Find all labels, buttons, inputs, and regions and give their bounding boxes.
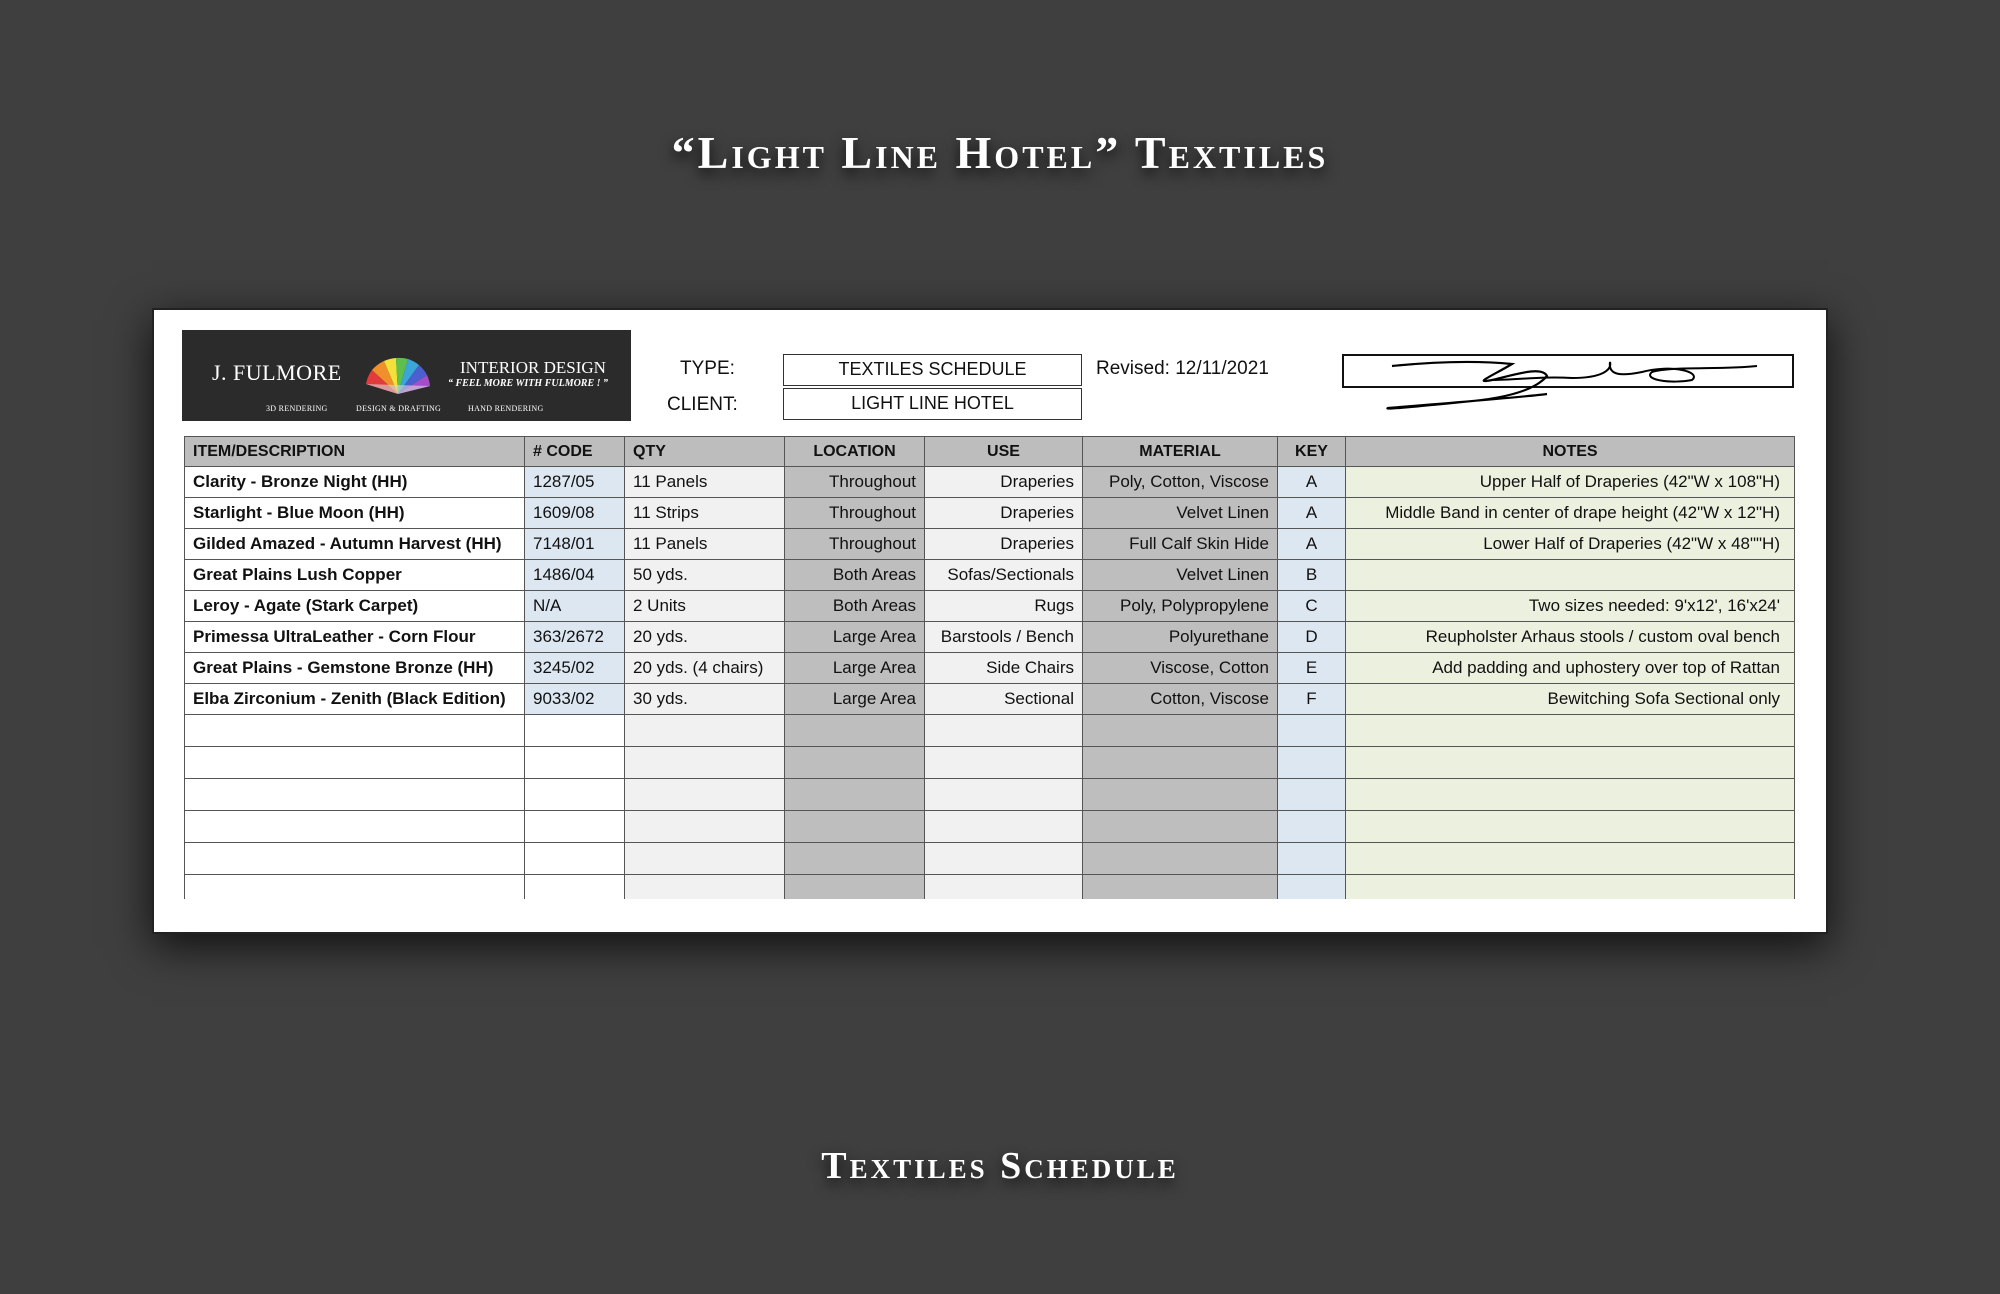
empty-cell-notes — [1346, 779, 1795, 811]
empty-cell-code — [525, 747, 625, 779]
cell-code: 3245/02 — [525, 653, 625, 684]
empty-cell-item — [185, 779, 525, 811]
empty-cell-qty — [625, 811, 785, 843]
empty-cell-notes — [1346, 715, 1795, 747]
cell-use: Sectional — [925, 684, 1083, 715]
cell-material: Velvet Linen — [1083, 498, 1278, 529]
cell-qty: 20 yds. — [625, 622, 785, 653]
logo-company-name: J. FULMORE — [212, 360, 342, 385]
color-fan-icon — [362, 354, 434, 396]
cell-material: Polyurethane — [1083, 622, 1278, 653]
empty-cell-use — [925, 779, 1083, 811]
empty-cell-material — [1083, 875, 1278, 899]
empty-cell-item — [185, 811, 525, 843]
table-row — [185, 529, 1795, 560]
cell-key: F — [1278, 684, 1346, 715]
empty-cell-use — [925, 843, 1083, 875]
cell-item: Gilded Amazed - Autumn Harvest (HH) — [185, 529, 525, 560]
empty-cell-key — [1278, 843, 1346, 875]
type-label: TYPE: — [680, 358, 735, 379]
cell-code: 363/2672 — [525, 622, 625, 653]
col-code: # CODE — [525, 437, 625, 467]
cell-material: Full Calf Skin Hide — [1083, 529, 1278, 560]
cell-qty: 11 Panels — [625, 467, 785, 498]
empty-cell-use — [925, 747, 1083, 779]
empty-cell-material — [1083, 747, 1278, 779]
cell-location: Both Areas — [785, 560, 925, 591]
cell-item: Primessa UltraLeather - Corn Flour — [185, 622, 525, 653]
empty-cell-code — [525, 843, 625, 875]
type-value: TEXTILES SCHEDULE — [783, 354, 1082, 386]
empty-cell-location — [785, 875, 925, 899]
empty-cell-qty — [625, 747, 785, 779]
cell-notes: Reupholster Arhaus stools / custom oval bench — [1346, 622, 1795, 653]
empty-cell-item — [185, 715, 525, 747]
cell-item: Starlight - Blue Moon (HH) — [185, 498, 525, 529]
cell-item: Great Plains Lush Copper — [185, 560, 525, 591]
cell-key: C — [1278, 591, 1346, 622]
cell-item: Leroy - Agate (Stark Carpet) — [185, 591, 525, 622]
cell-item: Clarity - Bronze Night (HH) — [185, 467, 525, 498]
cell-key: A — [1278, 498, 1346, 529]
schedule-sheet — [152, 308, 1828, 934]
cell-qty: 20 yds. (4 chairs) — [625, 653, 785, 684]
cell-code: 1287/05 — [525, 467, 625, 498]
logo-service-design: DESIGN & DRAFTING — [356, 404, 442, 413]
cell-location: Large Area — [785, 622, 925, 653]
cell-notes: Bewitching Sofa Sectional only — [1346, 684, 1795, 715]
cell-code: 1609/08 — [525, 498, 625, 529]
cell-code: 9033/02 — [525, 684, 625, 715]
empty-cell-code — [525, 779, 625, 811]
empty-cell-location — [785, 715, 925, 747]
empty-row — [185, 811, 1795, 843]
logo-tagline: “ FEEL MORE WITH FULMORE ! ” — [448, 378, 609, 389]
empty-cell-code — [525, 875, 625, 899]
page-title: “Light Line Hotel” Textiles — [671, 127, 1329, 178]
empty-cell-item — [185, 843, 525, 875]
empty-cell-key — [1278, 811, 1346, 843]
table-row — [185, 560, 1795, 591]
empty-row — [185, 779, 1795, 811]
cell-item: Elba Zirconium - Zenith (Black Edition) — [185, 684, 525, 715]
cell-notes — [1346, 560, 1795, 591]
cell-material: Cotton, Viscose — [1083, 684, 1278, 715]
cell-location: Large Area — [785, 653, 925, 684]
cell-key: D — [1278, 622, 1346, 653]
table-row — [185, 622, 1795, 653]
cell-use: Rugs — [925, 591, 1083, 622]
empty-row — [185, 875, 1795, 899]
client-value: LIGHT LINE HOTEL — [783, 388, 1082, 420]
cell-qty: 11 Strips — [625, 498, 785, 529]
empty-cell-qty — [625, 779, 785, 811]
company-logo — [182, 330, 631, 421]
cell-qty: 11 Panels — [625, 529, 785, 560]
empty-cell-key — [1278, 715, 1346, 747]
empty-cell-key — [1278, 779, 1346, 811]
cell-code: 7148/01 — [525, 529, 625, 560]
empty-cell-location — [785, 843, 925, 875]
col-item: ITEM/DESCRIPTION — [185, 437, 525, 467]
empty-cell-location — [785, 747, 925, 779]
table-row — [185, 684, 1795, 715]
cell-code: N/A — [525, 591, 625, 622]
cell-use: Draperies — [925, 467, 1083, 498]
revised-date: Revised: 12/11/2021 — [1096, 358, 1269, 379]
empty-cell-key — [1278, 747, 1346, 779]
empty-cell-material — [1083, 715, 1278, 747]
empty-cell-use — [925, 715, 1083, 747]
cell-material: Velvet Linen — [1083, 560, 1278, 591]
empty-cell-notes — [1346, 811, 1795, 843]
table-row — [185, 467, 1795, 498]
col-use: USE — [925, 437, 1083, 467]
empty-cell-use — [925, 875, 1083, 899]
cell-location: Throughout — [785, 467, 925, 498]
empty-cell-item — [185, 875, 525, 899]
cell-qty: 30 yds. — [625, 684, 785, 715]
cell-notes: Upper Half of Draperies (42"W x 108"H) — [1346, 467, 1795, 498]
cell-key: A — [1278, 467, 1346, 498]
cell-use: Barstools / Bench — [925, 622, 1083, 653]
logo-interior-design: INTERIOR DESIGN — [460, 358, 606, 377]
cell-material: Poly, Cotton, Viscose — [1083, 467, 1278, 498]
empty-cell-location — [785, 811, 925, 843]
cell-qty: 2 Units — [625, 591, 785, 622]
cell-key: B — [1278, 560, 1346, 591]
empty-cell-code — [525, 811, 625, 843]
client-label: CLIENT: — [667, 394, 738, 415]
cell-use: Sofas/Sectionals — [925, 560, 1083, 591]
cell-item: Great Plains - Gemstone Bronze (HH) — [185, 653, 525, 684]
textiles-table — [184, 436, 1795, 899]
table-row — [185, 653, 1795, 684]
cell-material: Poly, Polypropylene — [1083, 591, 1278, 622]
logo-service-3d: 3D RENDERING — [266, 404, 328, 413]
cell-qty: 50 yds. — [625, 560, 785, 591]
table-row — [185, 591, 1795, 622]
cell-location: Throughout — [785, 498, 925, 529]
empty-cell-material — [1083, 811, 1278, 843]
col-key: KEY — [1278, 437, 1346, 467]
empty-cell-location — [785, 779, 925, 811]
col-material: MATERIAL — [1083, 437, 1278, 467]
empty-cell-key — [1278, 875, 1346, 899]
page-footer: Textiles Schedule — [821, 1145, 1179, 1187]
empty-cell-qty — [625, 715, 785, 747]
empty-cell-material — [1083, 843, 1278, 875]
cell-material: Viscose, Cotton — [1083, 653, 1278, 684]
cell-notes: Lower Half of Draperies (42"W x 48""H) — [1346, 529, 1795, 560]
empty-row — [185, 843, 1795, 875]
empty-cell-notes — [1346, 843, 1795, 875]
cell-location: Both Areas — [785, 591, 925, 622]
cell-location: Throughout — [785, 529, 925, 560]
empty-cell-item — [185, 747, 525, 779]
cell-use: Draperies — [925, 529, 1083, 560]
col-notes: NOTES — [1346, 437, 1795, 467]
table-header-row — [185, 437, 1795, 467]
cell-key: E — [1278, 653, 1346, 684]
cell-notes: Middle Band in center of drape height (42"W x 12"H) — [1346, 498, 1795, 529]
empty-cell-qty — [625, 843, 785, 875]
cell-notes: Add padding and uphostery over top of Rattan — [1346, 653, 1795, 684]
signature — [1342, 350, 1794, 410]
empty-row — [185, 715, 1795, 747]
cell-use: Side Chairs — [925, 653, 1083, 684]
empty-cell-qty — [625, 875, 785, 899]
empty-cell-use — [925, 811, 1083, 843]
cell-key: A — [1278, 529, 1346, 560]
empty-cell-code — [525, 715, 625, 747]
col-location: LOCATION — [785, 437, 925, 467]
cell-location: Large Area — [785, 684, 925, 715]
empty-cell-notes — [1346, 747, 1795, 779]
empty-cell-material — [1083, 779, 1278, 811]
cell-notes: Two sizes needed: 9'x12', 16'x24' — [1346, 591, 1795, 622]
col-qty: QTY — [625, 437, 785, 467]
empty-cell-notes — [1346, 875, 1795, 899]
table-row — [185, 498, 1795, 529]
cell-use: Draperies — [925, 498, 1083, 529]
empty-row — [185, 747, 1795, 779]
cell-code: 1486/04 — [525, 560, 625, 591]
logo-service-hand: HAND RENDERING — [468, 404, 544, 413]
